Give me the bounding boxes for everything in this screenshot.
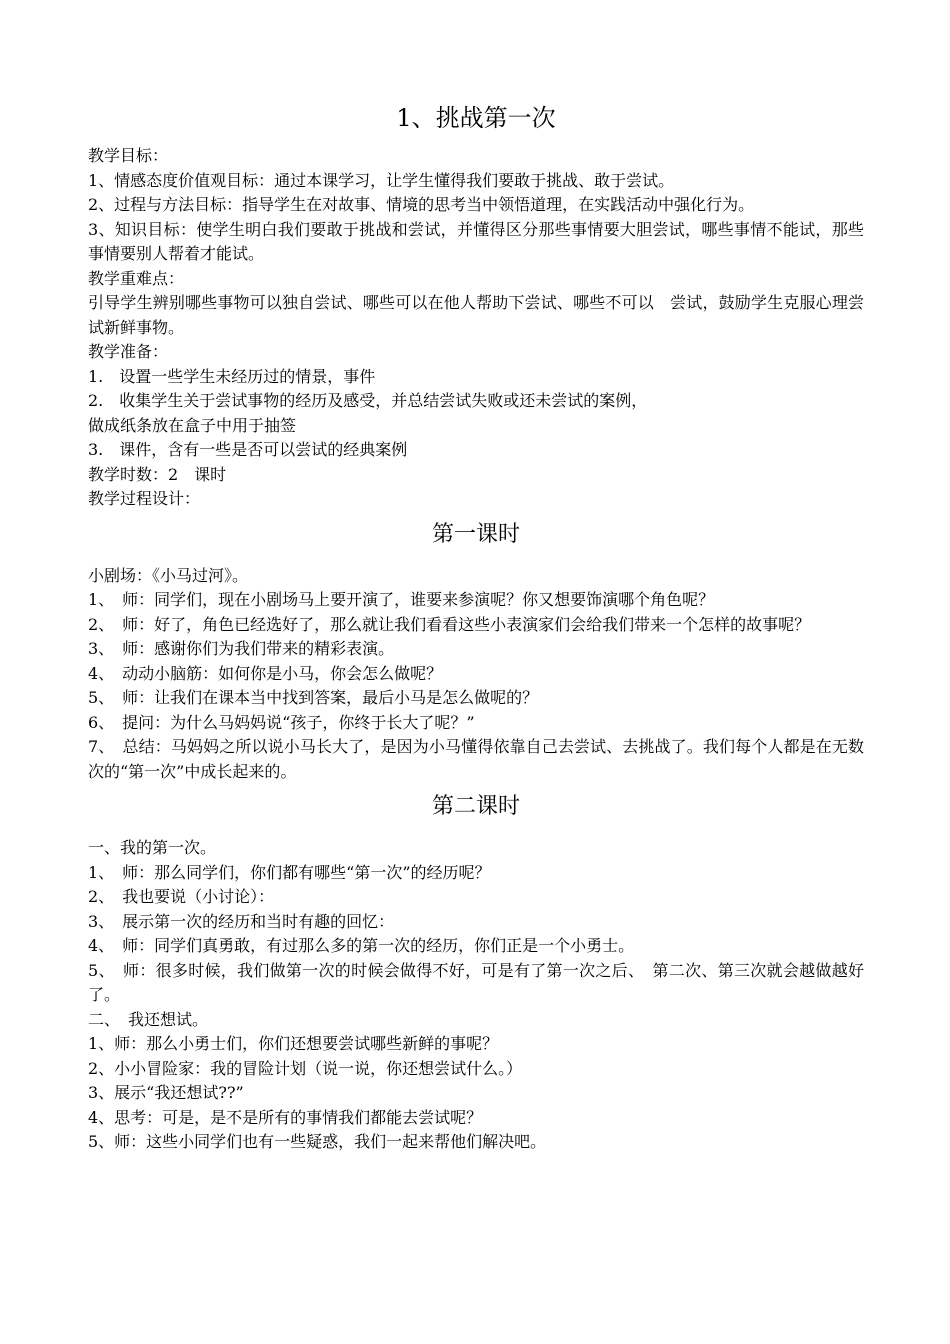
lesson1-line: 4、 动动小脑筋：如何你是小马，你会怎么做呢？ — [88, 663, 443, 683]
intro-line: 引导学生辨别哪些事物可以独自尝试、哪些可以在他人帮助下尝试、哪些不可以 尝试，鼓励学生克服心理尝试新鲜事物。 — [88, 293, 864, 337]
lesson2-line: 1、师：那么小勇士们，你们还想要尝试哪些新鲜的事呢？ — [88, 1034, 499, 1053]
lesson2-line: 3、展示“我还想试??” — [88, 1083, 244, 1102]
lesson1-line: 6、 提问：为什么马妈妈说“孩子，你终于长大了呢？” — [88, 712, 475, 732]
document-title: 1、挑战第一次 — [396, 104, 556, 132]
lesson1-line: 2、 师：好了，角色已经选好了，那么就让我们看看这些小表演家们会给我们带来一个怎样的故事呢？ — [88, 614, 811, 634]
intro-line: 做成纸条放在盒子中用于抽签 — [88, 415, 297, 435]
intro-line: 1、情感态度价值观目标：通过本课学习，让学生懂得我们要敢于挑战、敢于尝试。 — [88, 170, 675, 190]
intro-line: 教学准备： — [88, 342, 169, 361]
lesson1-title: 第一课时 — [431, 521, 520, 547]
intro-line: 教学过程设计： — [88, 489, 201, 508]
lesson2-line: 5、师：这些小同学们也有一些疑惑，我们一起来帮他们解决吧。 — [88, 1132, 547, 1151]
intro-line: 2. 收集学生关于尝试事物的经历及感受，并总结尝试失败或还未尝试的案例， — [88, 391, 648, 410]
lesson1-line: 7、 总结：马妈妈之所以说小马长大了，是因为小马懂得依靠自己去尝试、去挑战了。我们每个人都是在无数次的“第一次”中成长起来的。 — [88, 737, 864, 781]
lesson2-line: 2、小小冒险家：我的冒险计划（说一说，你还想尝试什么。） — [88, 1058, 523, 1078]
intro-line: 教学重难点： — [88, 268, 185, 288]
document-page — [88, 100, 864, 1155]
lesson1-section — [88, 564, 864, 785]
lesson2-line: 4、思考：可是，是不是所有的事情我们都能去尝试呢？ — [88, 1107, 483, 1127]
lesson2-line: 2、 我也要说（小讨论）： — [88, 887, 275, 906]
lesson1-line: 小剧场：《小马过河》。 — [88, 565, 249, 585]
intro-section — [88, 144, 864, 512]
lesson1-line: 3、 师：感谢你们为我们带来的精彩表演。 — [88, 639, 395, 658]
intro-line: 2、过程与方法目标：指导学生在对故事、情境的思考当中领悟道理，在实践活动中强化行为。 — [88, 195, 755, 214]
intro-line: 教学时数：2 课时 — [88, 464, 227, 484]
intro-line: 1. 设置一些学生未经历过的情景，事件 — [88, 366, 376, 386]
lesson1-line: 1、 师：同学们，现在小剧场马上要开演了，谁要来参演呢？你又想要饰演哪个角色呢？ — [88, 590, 715, 609]
lesson1-line: 5、 师：让我们在课本当中找到答案，最后小马是怎么做呢的？ — [88, 688, 539, 707]
lesson2-line: 二、 我还想试。 — [88, 1009, 209, 1029]
lesson2-line: 5、 师：很多时候，我们做第一次的时候会做得不好，可是有了第一次之后、 第二次、第三次就会越做越好了。 — [88, 960, 864, 1004]
intro-line: 3. 课件，含有一些是否可以尝试的经典案例 — [88, 440, 408, 459]
intro-line: 教学目标： — [88, 146, 169, 165]
lesson2-section — [88, 836, 864, 1155]
lesson2-line: 1、 师：那么同学们，你们都有哪些“第一次”的经历呢？ — [88, 862, 491, 882]
intro-line: 3、知识目标：使学生明白我们要敢于挑战和尝试，并懂得区分那些事情要大胆尝试，哪些事情不能试，那些事情要别人帮着才能试。 — [88, 219, 864, 263]
lesson2-line: 一、我的第一次。 — [88, 838, 217, 857]
lesson2-line: 4、 师：同学们真勇敢，有过那么多的第一次的经历，你们正是一个小勇士。 — [88, 936, 635, 955]
lesson2-line: 3、 展示第一次的经历和当时有趣的回忆： — [88, 911, 395, 931]
lesson2-title: 第二课时 — [431, 794, 520, 819]
